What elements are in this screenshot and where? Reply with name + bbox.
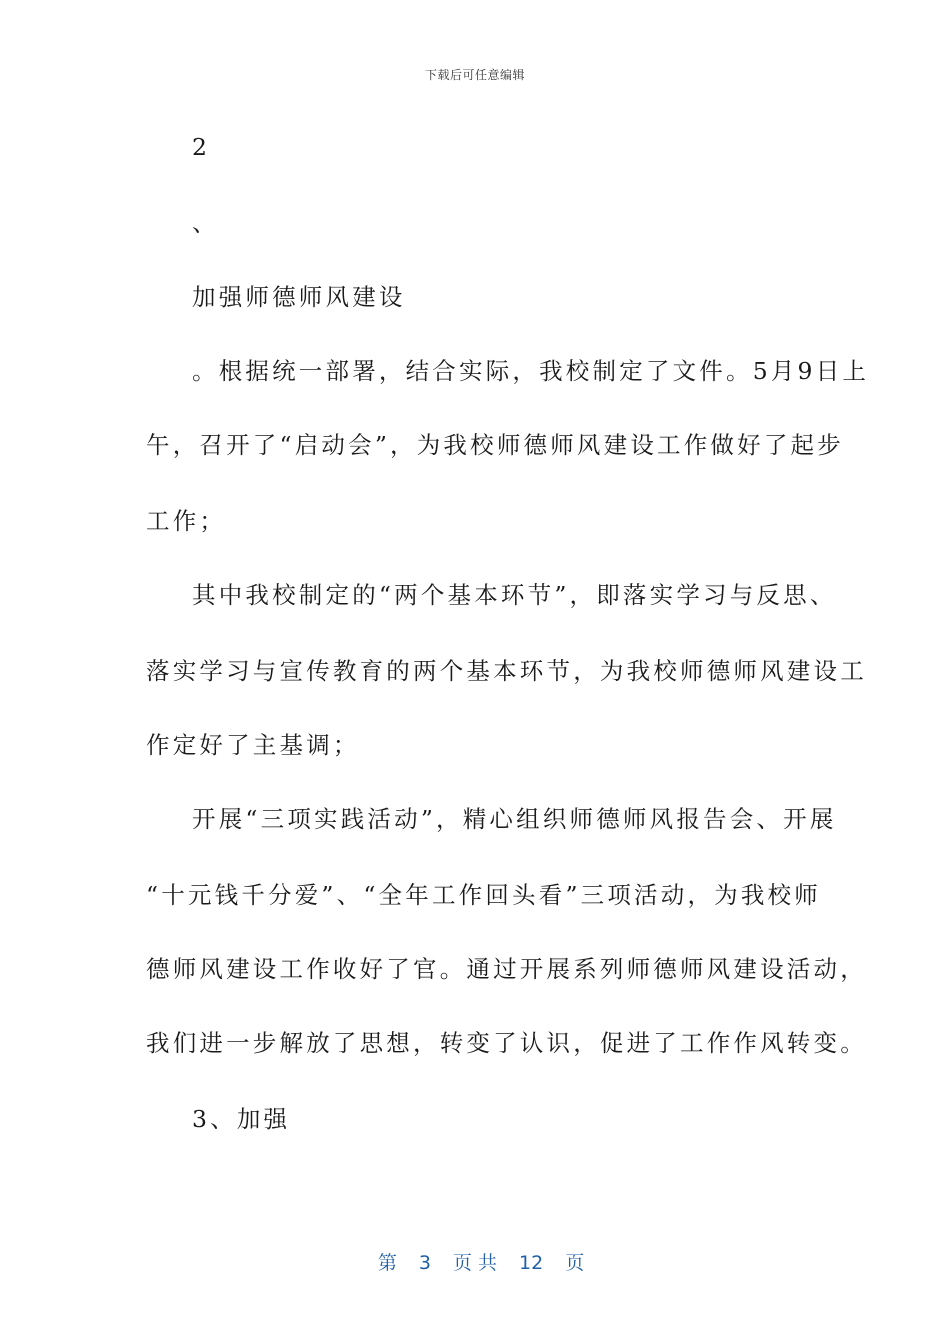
paragraph-line: 其中我校制定的“两个基本环节”，即落实学习与反思、 — [192, 581, 837, 609]
paragraph-line: 3、加强 — [192, 1105, 291, 1133]
paragraph-line: 午，召开了“启动会”，为我校师德师风建设工作做好了起步 — [146, 431, 844, 459]
paragraph-line: 德师风建设工作收好了官。通过开展系列师德师风建设活动， — [146, 955, 867, 983]
footer-current-page: 3 — [418, 1252, 431, 1274]
paragraph-line: 我们进一步解放了思想，转变了认识，促进了工作作风转变。 — [146, 1029, 867, 1057]
paragraph-line: 工作； — [146, 507, 227, 535]
paragraph-heading: 加强师德师风建设 — [192, 283, 406, 311]
paragraph-line: 作定好了主基调； — [146, 731, 360, 759]
paragraph-line: 落实学习与宣传教育的两个基本环节，为我校师德师风建设工 — [146, 657, 867, 685]
paragraph-line: 。根据统一部署，结合实际，我校制定了文件。5月9日上 — [192, 357, 870, 385]
paragraph-line: 、 — [192, 209, 219, 237]
paragraph-line: “十元钱千分爱”、“全年工作回头看”三项活动，为我校师 — [146, 881, 821, 909]
paragraph-line: 开展“三项实践活动”，精心组织师德师风报告会、开展 — [192, 805, 837, 833]
page-number-footer — [0, 1226, 950, 1275]
header-note: 下载后可任意编辑 — [424, 68, 525, 82]
footer-suffix: 页 — [565, 1252, 585, 1274]
footer-total-pages: 12 — [519, 1252, 544, 1274]
footer-middle: 页 共 — [452, 1252, 498, 1274]
footer-prefix: 第 — [377, 1252, 397, 1274]
paragraph-line: 2 — [192, 133, 211, 161]
